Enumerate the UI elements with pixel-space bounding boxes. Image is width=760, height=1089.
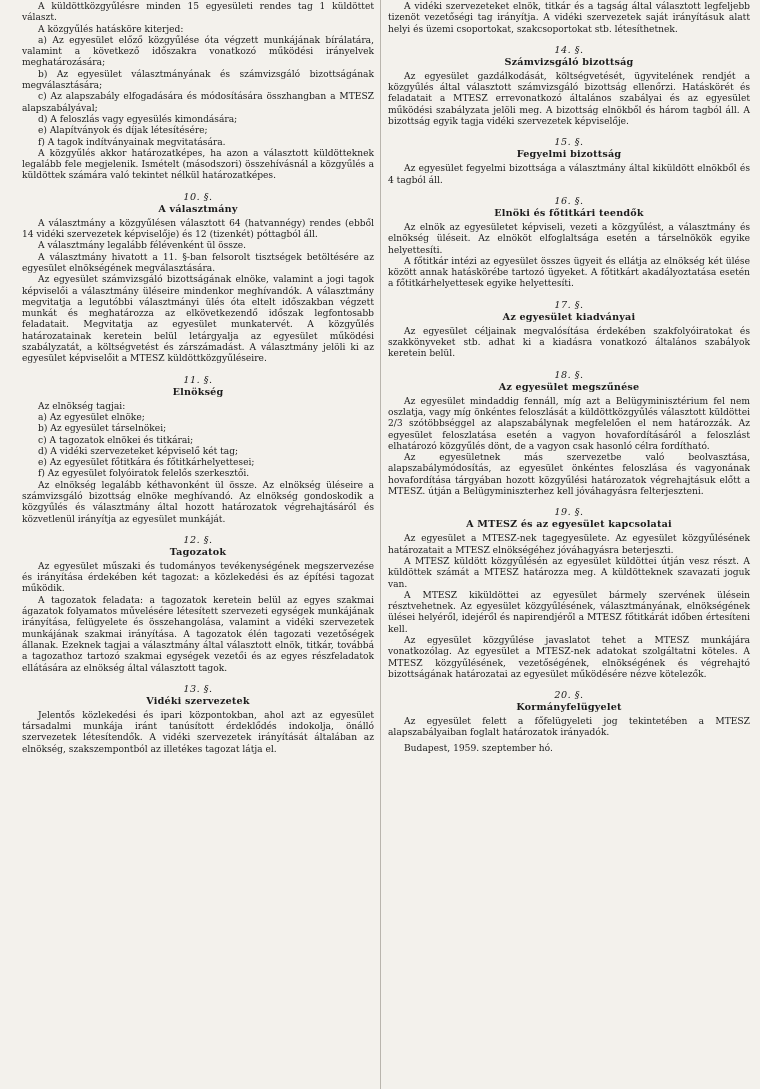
- paragraph: Az egyesület felett a főfelügyeleti jog tekintetében a MTESZ alapszabályaiban foglalt határozatok irányadók.: [388, 717, 750, 739]
- paragraph: A MTESZ kiküldöttei az egyesület bármely szervének ülésein résztvehetnek. Az egyesület közgyűlésének, választmányának, elnökségének ülései helyéről, idejéről és napirendjéről a MTESZ főtitkárát időben értesíteni kell.: [388, 590, 750, 635]
- paragraph: a) Az egyesület előző közgyűlése óta végzett munkájának bírálatára, valamint a következő időszakra vonatkozó működési irányelvek meghatározására;: [22, 35, 374, 69]
- paragraph: b) Az egyesület társelnökei;: [38, 424, 167, 435]
- paragraph: A vidéki szervezeteket elnök, titkár és a tagság által választott legfeljebb tizenöt vezetőségi tag irányítja. A vidéki szervezetek saját irányításuk alatt helyi és üzemi csoportokat, szakcsoportokat stb. létesíthetnek.: [388, 2, 750, 35]
- section-title: Kormányfelügyelet: [516, 702, 622, 714]
- paragraph: Az elnök az egyesületet képviseli, vezeti a közgyűlést, a választmány és elnökség üléseit. Az elnököt elfoglaltsága esetén a társelnökök egyike helyettesíti.: [388, 222, 750, 256]
- paragraph: A választmány a közgyűlésen választott 64 (hatvannégy) rendes (ebből 14 vidéki szervezetek képviselője) és 12 (tizenkét) póttagból áll.: [22, 218, 374, 241]
- paragraph: c) Az alapszabály elfogadására és módosítására összhangban a MTESZ alapszabályával;: [22, 92, 374, 114]
- paragraph: e) Az egyesület főtitkára és főtitkárhelyettesei;: [38, 458, 255, 469]
- section-number: 15. §.: [554, 137, 584, 149]
- section-number: 20. §.: [554, 690, 584, 702]
- paragraph: Az egyesület közgyűlése javaslatot tehet a MTESZ munkájára vonatkozólag. Az egyesület a MTESZ-nek adatokat szolgáltatni köteles. A MTESZ közgyűlésének, vezetőségének, elnökségének és végrehajtó bizottságának határozatai az egyesület működésére nézve kötelezők.: [388, 635, 750, 680]
- section-title: Elnökség: [172, 386, 224, 398]
- paragraph: Az egyesületnek más szervezetbe való beolvasztása, alapszabálymódosítás, az egyesület önkéntes feloszlása és vagyonának hovafordítása tárgyában hozott közgyűlési határozatok végrehajtásuk előtt a MTESZ. útján a Belügyminiszterhez kell jóváhagyásra felterjeszteni.: [388, 453, 750, 498]
- paragraph: A választmány legalább félévenként ül össze.: [38, 241, 247, 252]
- paragraph: f) Az egyesület folyóiratok felelős szerkesztői.: [38, 469, 250, 480]
- paragraph: c) A tagozatok elnökei és titkárai;: [38, 435, 194, 446]
- paragraph: d) A vidéki szervezeteket képviselő két tag;: [38, 446, 239, 457]
- section-title: A választmány: [158, 203, 238, 215]
- section-number: 16. §.: [554, 195, 584, 207]
- paragraph: A MTESZ küldött közgyűlésén az egyesület küldöttei útján vesz részt. A küldöttek számát a MTESZ határozza meg. A küldötteknek szavazati joguk van.: [388, 556, 750, 590]
- section-title: Elnöki és főtitkári teendők: [494, 207, 644, 219]
- section-title: Fegyelmi bizottság: [516, 149, 622, 161]
- section-number: 10. §.: [183, 191, 213, 203]
- section-title: A MTESZ és az egyesület kapcsolatai: [466, 519, 672, 531]
- section-title: Vidéki szervezetek: [146, 695, 250, 707]
- paragraph: d) A feloszlás vagy egyesülés kimondására;: [38, 114, 238, 125]
- paragraph: A főtitkár intézi az egyesület összes ügyeit és ellátja az elnökség két ülése között annak hatáskörébe tartozó ügyeket. A főtitkárt akadályoztatása esetén a főtitkárhelyettesek egyike helyettesíti.: [388, 256, 750, 290]
- paragraph: Az egyesület gazdálkodását, költségvetését, ügyvitelének rendjét a közgyűlés által választott számvizsgáló bizottság ellenőrzi. Hatáskörét és feladatait a MTESZ errevonatkozó általános szabályai és az egyesület működési szabályzata jelöli meg. A bizottság elnökből és három tagból áll. A bizottság egyik tagja vidéki szervezetek képviselője.: [388, 71, 750, 128]
- section-number: 19. §.: [554, 507, 584, 519]
- paragraph: A tagozatok feladata: a tagozatok keretein belül az egyes szakmai ágazatok folyamatos művelésére létesített szervezeti egységek munkájának irányítása, felügyelete és összehangolása, valamint a vidéki szervezetek munkájának szakmai irányítása. A tagozatok élén tagozati vezetőségek állanak. Ezeknek tagjai a választmány által választott elnök, titkár, továbbá a tagozathoz tartozó szakmai egységek vezetői és az egyes részfeladatok ellátására az elnökség által választott tagok.: [22, 595, 374, 674]
- paragraph: b) Az egyesület választmányának és számvizsgáló bizottságának megválasztására;: [22, 69, 374, 92]
- section-number: 12. §.: [183, 534, 213, 546]
- paragraph: a) Az egyesület elnöke;: [38, 412, 145, 423]
- section-number: 18. §.: [554, 369, 584, 381]
- left-column: [22, 2, 374, 756]
- paragraph: Az egyesület mindaddig fennáll, míg azt a Belügyminisztérium fel nem oszlatja, vagy míg önkéntes feloszlását a küldöttközgyűlés választott küldöttei 2/3 szótöbbséggel az alapszabálynak megfelelően el nem határozzák. Az egyesület feloszlatása esetén a vagyon hovafordításáról a feloszlást elhatározó közgyűlés dönt, de a vagyon csak hasonló célra fordítható.: [388, 396, 750, 452]
- right-column: [388, 2, 750, 755]
- paragraph: e) Alapítványok és díjak létesítésére;: [38, 126, 208, 137]
- section-title: Az egyesület megszűnése: [498, 381, 640, 393]
- paragraph: A választmány hivatott a 11. §-ban felsorolt tisztségek betöltésére az egyesület elnökségének megválasztására.: [22, 252, 374, 274]
- paragraph: Az egyesület fegyelmi bizottsága a választmány által kiküldött elnökből és 4 tagból áll.: [388, 164, 750, 186]
- paragraph: A közgyűlés hatásköre kiterjed:: [38, 24, 184, 35]
- section-number: 14. §.: [554, 44, 584, 56]
- paragraph: Az egyesület számvizsgáló bizottságának elnöke, valamint a jogi tagok képviselői a választmány üléseire mindenkor meghívandók. A választmány megvitatja a legutóbbi választmányi ülés óta eltelt időszakban végzett munkát és meghatározza az elkövetkezendő időszak legfontosabb feladatait. Megvitatja az egyesület munkatervét. A közgyűlés határozatainak keretein belül letárgyalja az egyesület működési szabályzatát, a költségvetést és zárszámadást. A választmány jelöli ki az egyesület képviselőit a MTESZ küldöttközgyűléseire.: [22, 275, 374, 365]
- paragraph: f) A tagok indítványainak megvitatására.: [38, 137, 226, 148]
- paragraph: Az egyesület céljainak megvalósítása érdekében szakfolyóiratokat és szakkönyveket stb. adhat ki a kiadásra vonatkozó általános szabályok keretein belül.: [388, 326, 750, 360]
- column-divider: [380, 0, 381, 1089]
- paragraph: A közgyűlés akkor határozatképes, ha azon a választott küldötteknek legalább fele megjelenik. Ismételt (másodszori) összehívásnál a közgyűlés a küldöttek számára való tekintet nélkül határozatképes.: [22, 148, 374, 182]
- paragraph: Az elnökség tagjai:: [38, 401, 126, 412]
- section-number: 13. §.: [183, 683, 213, 695]
- section-number: 17. §.: [554, 299, 584, 311]
- paragraph: Az egyesület műszaki és tudományos tevékenységének megszervezése és irányítása érdekében két tagozat: a közlekedési és az építési tagozat működik.: [22, 561, 374, 595]
- section-title: Számvizsgáló bizottság: [504, 56, 634, 68]
- paragraph: Az elnökség legalább kéthavonként ül össze. Az elnökség üléseire a számvizsgáló bizottság elnöke meghívandó. Az elnökség gondoskodik a közgyűlés és választmány által hozott határozatok végrehajtásáról és közvetlenül irányítja az egyesület munkáját.: [22, 480, 374, 525]
- paragraph: Jelentős közlekedési és ipari központokban, ahol azt az egyesület társadalmi munkája iránt tanúsított érdeklődés indokolja, önálló szervezetek létesítendők. A vidéki szervezetek irányítását általában az elnökség, szakszempontból az illetékes tagozat látja el.: [22, 710, 374, 755]
- paragraph: Az egyesület a MTESZ-nek tagegyesülete. Az egyesület közgyűlésének határozatait a MTESZ elnökségéhez jóváhagyásra beterjeszti.: [388, 534, 750, 556]
- section-number: 11. §.: [183, 374, 213, 386]
- paragraph: A küldöttközgyűlésre minden 15 egyesületi rendes tag 1 küldöttet választ.: [22, 2, 374, 24]
- section-title: Tagozatok: [169, 546, 227, 558]
- signoff-line: Budapest, 1959. szeptember hó.: [404, 743, 553, 754]
- section-title: Az egyesület kiadványai: [502, 311, 636, 323]
